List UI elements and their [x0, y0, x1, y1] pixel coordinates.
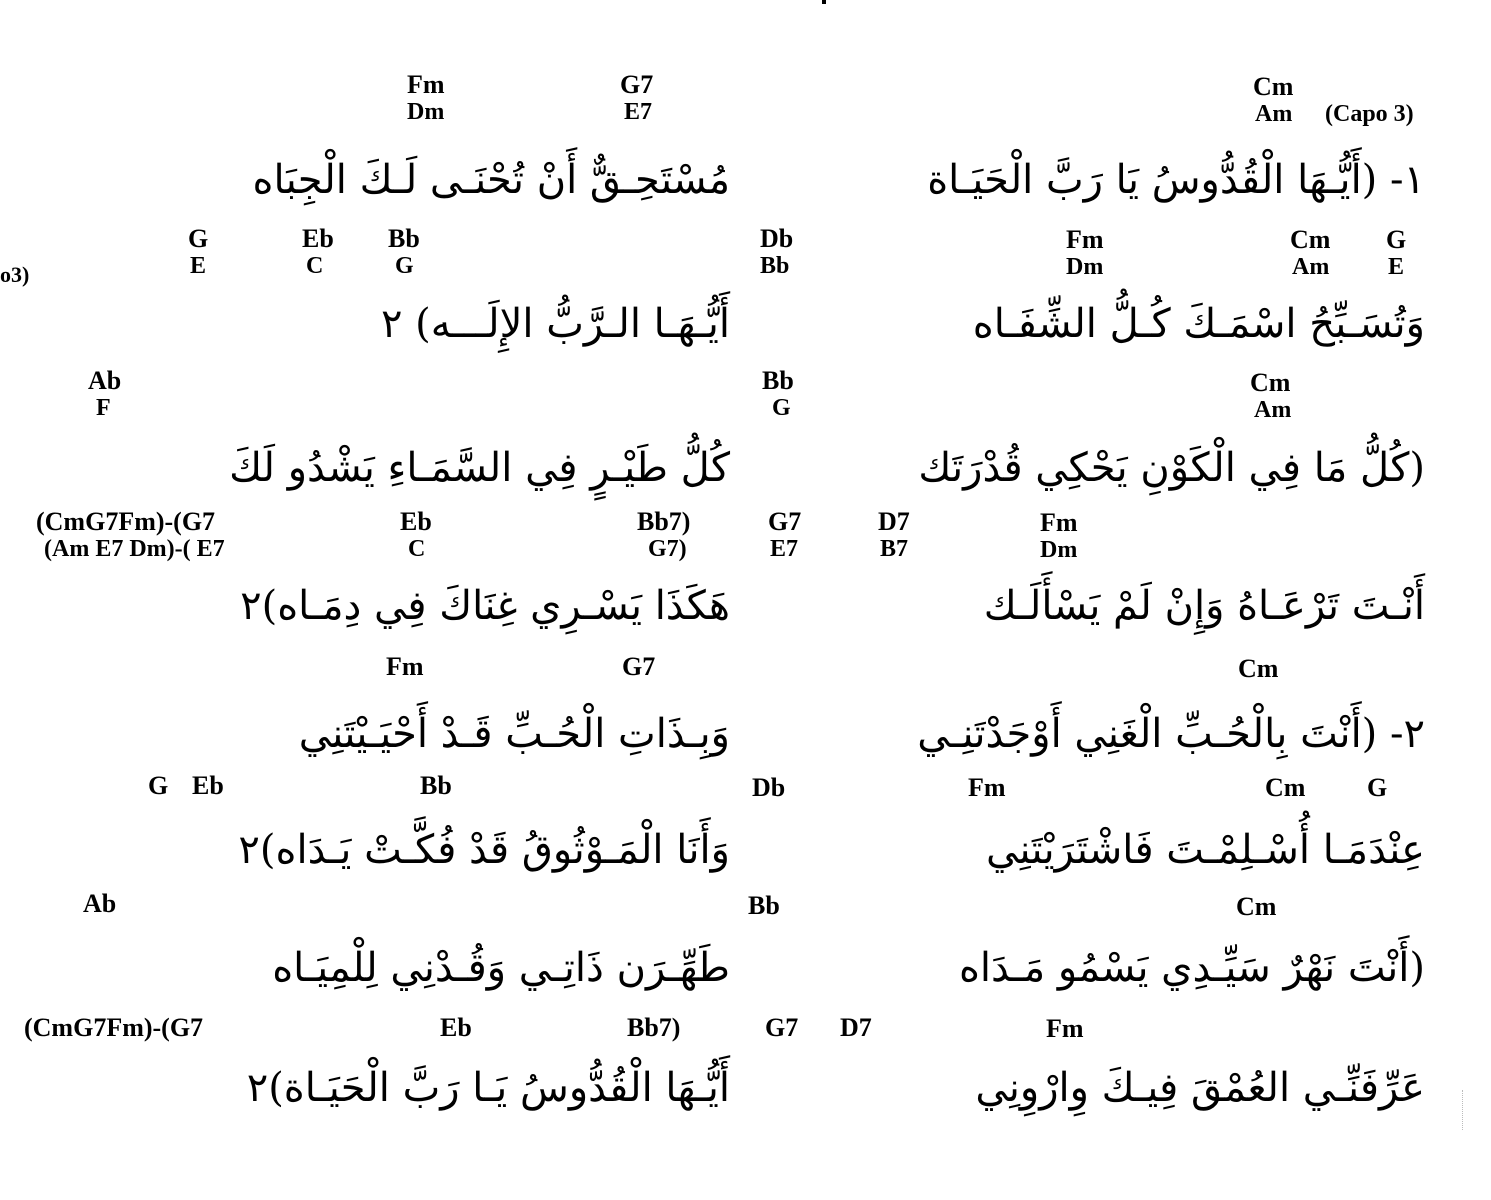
lyric-line-right: وَتُسَـبِّحُ اسْمَـكَ كُـلُّ الشِّفَـاه	[972, 301, 1425, 347]
chord: G	[1386, 225, 1407, 254]
chord: Db	[752, 773, 786, 802]
lyric-line-right: (أَنْتَ نَهْرٌ سَيِّـدِي يَسْمُو مَـدَاه	[958, 945, 1425, 991]
chord: (CmG7Fm)-(G7	[36, 507, 216, 536]
chord: G7	[620, 70, 654, 99]
lyric-line-left: مُسْتَحِـقٌّ أَنْ تُحْنَـى لَـكَ الْجِبَاه	[252, 157, 730, 203]
chord: G	[148, 771, 169, 800]
chord: Cm	[1250, 368, 1291, 397]
chord-alt: E7	[770, 536, 799, 562]
chord: Cm	[1290, 225, 1331, 254]
chord: Cm	[1236, 892, 1277, 921]
chord: G7	[622, 652, 656, 681]
chord: G7	[765, 1013, 799, 1042]
chord: Fm	[386, 652, 424, 681]
chord-alt: Dm	[1066, 254, 1104, 280]
chord-alt: Dm	[407, 99, 445, 125]
lyric-line-right: (كُلُّ مَا فِي الْكَوْنِ يَحْكِي قُدْرَتَك	[918, 445, 1425, 491]
chord: Fm	[407, 70, 445, 99]
chord-alt: F	[96, 395, 111, 421]
chord-alt: E	[1388, 254, 1405, 280]
chord: Bb	[420, 771, 452, 800]
chord: G7	[768, 507, 802, 536]
lyric-line-right: ٢- (أَنْتَ بِالْحُـبِّ الْغَنِي أَوْجَدْتَنِـي	[917, 711, 1425, 757]
chord: Eb	[440, 1013, 472, 1042]
chord: Fm	[968, 773, 1006, 802]
chord: Bb	[388, 224, 420, 253]
chord: D7	[878, 507, 910, 536]
lyric-line-left: أَيُّـهَـا الـرَّبُّ الإِلَـــه) ٢	[380, 301, 730, 347]
lyric-line-left: وَأَنَا الْمَـوْثُوقُ قَدْ فُكَّـتْ يَـدَاه)٢	[238, 827, 730, 873]
lyric-line-right: أَنْـتَ تَرْعَـاهُ وَإِنْ لَمْ يَسْأَلَـك	[983, 583, 1425, 629]
chord: Bb7)	[637, 507, 691, 536]
chord-alt: (Am E7 Dm)-( E7	[44, 536, 225, 562]
chord: Fm	[1040, 508, 1078, 537]
chord-alt: G	[395, 253, 414, 279]
lyric-line-left: طَهِّـرَن ذَاتِـي وَقُـدْنِي لِلْمِيَـاه	[272, 945, 730, 991]
lyric-line-right: عَرِّفَنِّـي العُمْقَ فِيـكَ وِارْوِنِي	[975, 1065, 1425, 1111]
chord-alt: G7)	[648, 536, 687, 562]
chord-alt: Bb	[760, 253, 790, 279]
chord: Eb	[192, 771, 224, 800]
chord: Cm	[1238, 654, 1279, 683]
chord: Ab	[83, 889, 117, 918]
chord: (CmG7Fm)-(G7	[24, 1013, 204, 1042]
chord: Eb	[302, 224, 334, 253]
chord: Db	[760, 224, 794, 253]
chord: D7	[840, 1013, 872, 1042]
chord-alt: Dm	[1040, 537, 1078, 563]
chord: G	[188, 224, 209, 253]
chord: Cm	[1265, 773, 1306, 802]
chord-alt: B7	[880, 536, 909, 562]
chord-alt: Am	[1255, 101, 1293, 127]
scan-noise	[1462, 1090, 1471, 1130]
chord: Cm	[1253, 72, 1294, 101]
chord: Fm	[1046, 1014, 1084, 1043]
chord: Ab	[88, 366, 122, 395]
chord-alt: E	[190, 253, 207, 279]
lyric-line-left: أَيُّـهَا الْقُدُّوسُ يَـا رَبَّ الْحَيَـاة)٢	[246, 1065, 730, 1111]
chord: Bb	[748, 891, 780, 920]
lyric-line-right: عِنْدَمَـا أُسْـلِمْـتَ فَاشْتَرَيْتَنِي	[986, 827, 1425, 873]
lyric-line-left: هَكَذَا يَسْـرِي غِنَاكَ فِي دِمَـاه)٢	[240, 583, 730, 629]
lyric-line-left: كُلُّ طَيْـرٍ فِي السَّمَـاءِ يَشْدُو لَكَ	[229, 445, 730, 491]
chord: Bb7)	[627, 1013, 681, 1042]
chord: Bb	[762, 366, 794, 395]
edge-text: o3)	[0, 262, 30, 287]
chord-alt: E7	[624, 99, 653, 125]
chord-alt: Am	[1292, 254, 1330, 280]
chord-alt: C	[306, 253, 324, 279]
chord-alt: G	[772, 395, 791, 421]
chord: Fm	[1066, 225, 1104, 254]
lyric-line-left: وَبِـذَاتِ الْحُـبِّ قَـدْ أَحْيَـيْتَنِي	[298, 711, 730, 757]
lyric-line-right: ١- (أَيُّـهَا الْقُدُّوسُ يَا رَبَّ الْحَيَـاة	[927, 157, 1425, 203]
chord: Eb	[400, 507, 432, 536]
capo-note: (Capo 3)	[1325, 101, 1414, 127]
chord: G	[1367, 773, 1388, 802]
scan-mark	[822, 0, 826, 4]
chord-alt: Am	[1254, 397, 1292, 423]
chord-alt: C	[408, 536, 426, 562]
